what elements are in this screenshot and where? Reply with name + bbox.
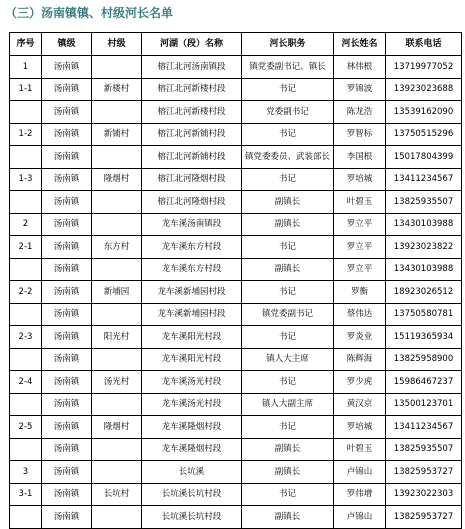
cell-index: 1-2 bbox=[10, 123, 42, 146]
cell-index: 2-5 bbox=[10, 416, 42, 439]
cell-position: 副镇长 bbox=[242, 213, 334, 236]
cell-name: 陈辉海 bbox=[334, 348, 386, 371]
cell-position: 书记 bbox=[242, 326, 334, 349]
header-river-section: 河湖（段）名称 bbox=[142, 33, 242, 56]
cell-river-section: 龙车溪新埔园村段 bbox=[142, 303, 242, 326]
cell-position: 镇党委委员、武装部长 bbox=[242, 146, 334, 169]
cell-position: 副镇长 bbox=[242, 258, 334, 281]
cell-phone: 13539162090 bbox=[386, 101, 462, 124]
cell-town: 汤南镇 bbox=[42, 191, 92, 214]
cell-village bbox=[92, 258, 142, 281]
cell-river-section: 榕江北河新铺村段 bbox=[142, 123, 242, 146]
cell-village: 新埔园 bbox=[92, 281, 142, 304]
cell-village bbox=[92, 348, 142, 371]
cell-index: 2-4 bbox=[10, 371, 42, 394]
cell-name: 罗培城 bbox=[334, 168, 386, 191]
cell-phone: 18923026512 bbox=[386, 281, 462, 304]
cell-village bbox=[92, 213, 142, 236]
cell-village bbox=[92, 506, 142, 529]
cell-phone: 15119365934 bbox=[386, 326, 462, 349]
cell-river-section: 长坑溪长坑村段 bbox=[142, 483, 242, 506]
cell-river-section: 榕江北河汤南镇段 bbox=[142, 56, 242, 79]
cell-index: 2 bbox=[10, 213, 42, 236]
cell-name: 罗立平 bbox=[334, 236, 386, 259]
cell-position: 镇人大副主席 bbox=[242, 393, 334, 416]
cell-village: 东方村 bbox=[92, 236, 142, 259]
table-row bbox=[10, 483, 462, 506]
cell-river-section: 榕江北河新铺村段 bbox=[142, 146, 242, 169]
cell-position: 书记 bbox=[242, 168, 334, 191]
table-row bbox=[10, 168, 462, 191]
cell-index bbox=[10, 506, 42, 529]
river-chief-table bbox=[9, 32, 462, 529]
cell-river-section: 龙车溪汤南镇段 bbox=[142, 213, 242, 236]
cell-index: 1-1 bbox=[10, 78, 42, 101]
cell-position: 副镇长 bbox=[242, 191, 334, 214]
cell-town: 汤南镇 bbox=[42, 213, 92, 236]
cell-phone: 15986467237 bbox=[386, 371, 462, 394]
cell-index: 2-1 bbox=[10, 236, 42, 259]
cell-town: 汤南镇 bbox=[42, 416, 92, 439]
table-row bbox=[10, 258, 462, 281]
cell-village: 隆烟村 bbox=[92, 168, 142, 191]
cell-river-section: 榕江北河新楼村段 bbox=[142, 101, 242, 124]
cell-village: 新楼村 bbox=[92, 78, 142, 101]
cell-town: 汤南镇 bbox=[42, 461, 92, 484]
cell-village bbox=[92, 101, 142, 124]
cell-river-section: 龙车溪新埔园村段 bbox=[142, 281, 242, 304]
cell-name: 罗立平 bbox=[334, 258, 386, 281]
table-row bbox=[10, 146, 462, 169]
cell-village bbox=[92, 56, 142, 79]
cell-river-section: 榕江北河隆烟村段 bbox=[142, 191, 242, 214]
cell-town: 汤南镇 bbox=[42, 326, 92, 349]
cell-position: 镇党委副书记 bbox=[242, 303, 334, 326]
cell-phone: 13825958900 bbox=[386, 348, 462, 371]
table-row bbox=[10, 371, 462, 394]
cell-town: 汤南镇 bbox=[42, 371, 92, 394]
cell-index: 1 bbox=[10, 56, 42, 79]
cell-index: 3-1 bbox=[10, 483, 42, 506]
cell-index: 2-3 bbox=[10, 326, 42, 349]
cell-town: 汤南镇 bbox=[42, 483, 92, 506]
cell-phone: 13825935507 bbox=[386, 191, 462, 214]
cell-town: 汤南镇 bbox=[42, 303, 92, 326]
cell-name: 罗衡 bbox=[334, 281, 386, 304]
cell-river-section: 榕江北河新楼村段 bbox=[142, 78, 242, 101]
cell-town: 汤南镇 bbox=[42, 78, 92, 101]
cell-village bbox=[92, 438, 142, 461]
cell-town: 汤南镇 bbox=[42, 236, 92, 259]
cell-town: 汤南镇 bbox=[42, 101, 92, 124]
cell-river-section: 长坑溪长坑村段 bbox=[142, 506, 242, 529]
cell-village bbox=[92, 303, 142, 326]
cell-village: 隆烟村 bbox=[92, 416, 142, 439]
cell-position: 镇党委副书记、镇长 bbox=[242, 56, 334, 79]
cell-position: 副镇长 bbox=[242, 438, 334, 461]
header-town: 镇级 bbox=[42, 33, 92, 56]
cell-name: 罗立平 bbox=[334, 213, 386, 236]
cell-index bbox=[10, 258, 42, 281]
cell-name: 陈龙浩 bbox=[334, 101, 386, 124]
cell-phone: 15017804399 bbox=[386, 146, 462, 169]
header-name: 河长姓名 bbox=[334, 33, 386, 56]
cell-town: 汤南镇 bbox=[42, 56, 92, 79]
cell-name: 李国根 bbox=[334, 146, 386, 169]
cell-village bbox=[92, 191, 142, 214]
cell-name: 罗培城 bbox=[334, 416, 386, 439]
cell-name: 蔡伟达 bbox=[334, 303, 386, 326]
cell-index bbox=[10, 393, 42, 416]
cell-position: 书记 bbox=[242, 236, 334, 259]
table-row bbox=[10, 236, 462, 259]
table-row bbox=[10, 326, 462, 349]
cell-river-section: 龙车溪隆烟村段 bbox=[142, 416, 242, 439]
cell-phone: 13411234567 bbox=[386, 416, 462, 439]
table-row bbox=[10, 438, 462, 461]
cell-index bbox=[10, 303, 42, 326]
cell-phone: 13825935507 bbox=[386, 438, 462, 461]
cell-village: 阳光村 bbox=[92, 326, 142, 349]
cell-position: 副镇长 bbox=[242, 506, 334, 529]
cell-phone: 13750515296 bbox=[386, 123, 462, 146]
cell-town: 汤南镇 bbox=[42, 123, 92, 146]
cell-name: 黄汉京 bbox=[334, 393, 386, 416]
cell-phone: 13923023688 bbox=[386, 78, 462, 101]
cell-town: 汤南镇 bbox=[42, 168, 92, 191]
cell-name: 林伟根 bbox=[334, 56, 386, 79]
cell-town: 汤南镇 bbox=[42, 146, 92, 169]
cell-village bbox=[92, 146, 142, 169]
cell-river-section: 龙车溪阳光村段 bbox=[142, 348, 242, 371]
cell-name: 罗伟增 bbox=[334, 483, 386, 506]
cell-name: 罗智标 bbox=[334, 123, 386, 146]
cell-town: 汤南镇 bbox=[42, 281, 92, 304]
cell-position: 镇人大主席 bbox=[242, 348, 334, 371]
cell-index bbox=[10, 191, 42, 214]
cell-river-section: 榕江北河隆烟村段 bbox=[142, 168, 242, 191]
cell-index bbox=[10, 438, 42, 461]
table-row bbox=[10, 393, 462, 416]
cell-position: 书记 bbox=[242, 78, 334, 101]
table-row bbox=[10, 101, 462, 124]
cell-phone: 13719977052 bbox=[386, 56, 462, 79]
header-index: 序号 bbox=[10, 33, 42, 56]
cell-position: 书记 bbox=[242, 416, 334, 439]
cell-town: 汤南镇 bbox=[42, 348, 92, 371]
table-header-row bbox=[10, 33, 462, 56]
cell-village bbox=[92, 393, 142, 416]
cell-river-section: 龙车溪隆烟村段 bbox=[142, 438, 242, 461]
header-phone: 联系电话 bbox=[386, 33, 462, 56]
document-title: （三）汤南镇镇、村级河长名单 bbox=[5, 6, 174, 20]
cell-river-section: 龙车溪阳光村段 bbox=[142, 326, 242, 349]
cell-town: 汤南镇 bbox=[42, 393, 92, 416]
cell-phone: 13411234567 bbox=[386, 168, 462, 191]
cell-index bbox=[10, 348, 42, 371]
cell-name: 卢锦山 bbox=[334, 461, 386, 484]
cell-phone: 13750580781 bbox=[386, 303, 462, 326]
cell-phone: 13825953727 bbox=[386, 506, 462, 529]
table-row bbox=[10, 213, 462, 236]
table-row bbox=[10, 416, 462, 439]
cell-phone: 13825953727 bbox=[386, 461, 462, 484]
table-row bbox=[10, 78, 462, 101]
cell-position: 副镇长 bbox=[242, 461, 334, 484]
cell-name: 叶碧玉 bbox=[334, 191, 386, 214]
table-body bbox=[10, 56, 462, 529]
cell-name: 罗炎业 bbox=[334, 326, 386, 349]
header-position: 河长职务 bbox=[242, 33, 334, 56]
cell-town: 汤南镇 bbox=[42, 258, 92, 281]
cell-river-section: 龙车溪东方村段 bbox=[142, 236, 242, 259]
cell-river-section: 龙车溪汤光村段 bbox=[142, 393, 242, 416]
table-row bbox=[10, 191, 462, 214]
cell-position: 书记 bbox=[242, 123, 334, 146]
cell-phone: 13923023822 bbox=[386, 236, 462, 259]
cell-river-section: 长坑溪 bbox=[142, 461, 242, 484]
cell-index bbox=[10, 101, 42, 124]
cell-village bbox=[92, 461, 142, 484]
cell-index bbox=[10, 146, 42, 169]
cell-position: 党委副书记 bbox=[242, 101, 334, 124]
cell-river-section: 龙车溪东方村段 bbox=[142, 258, 242, 281]
cell-position: 书记 bbox=[242, 371, 334, 394]
cell-town: 汤南镇 bbox=[42, 438, 92, 461]
cell-name: 罗锦波 bbox=[334, 78, 386, 101]
cell-town: 汤南镇 bbox=[42, 506, 92, 529]
cell-position: 书记 bbox=[242, 281, 334, 304]
table-row bbox=[10, 461, 462, 484]
cell-phone: 13430103988 bbox=[386, 258, 462, 281]
table-row bbox=[10, 281, 462, 304]
cell-river-section: 龙车溪汤光村段 bbox=[142, 371, 242, 394]
table-row bbox=[10, 123, 462, 146]
cell-phone: 13430103988 bbox=[386, 213, 462, 236]
table-row bbox=[10, 303, 462, 326]
cell-index: 2-2 bbox=[10, 281, 42, 304]
table-row bbox=[10, 56, 462, 79]
cell-name: 叶碧玉 bbox=[334, 438, 386, 461]
cell-phone: 13923022303 bbox=[386, 483, 462, 506]
cell-index: 1-3 bbox=[10, 168, 42, 191]
header-village: 村级 bbox=[92, 33, 142, 56]
cell-village: 长坑村 bbox=[92, 483, 142, 506]
cell-name: 卢锦山 bbox=[334, 506, 386, 529]
cell-index: 3 bbox=[10, 461, 42, 484]
cell-position: 书记 bbox=[242, 483, 334, 506]
table-row bbox=[10, 348, 462, 371]
table-row bbox=[10, 506, 462, 529]
cell-name: 罗少虎 bbox=[334, 371, 386, 394]
cell-village: 汤光村 bbox=[92, 371, 142, 394]
cell-phone: 13500123701 bbox=[386, 393, 462, 416]
cell-village: 新铺村 bbox=[92, 123, 142, 146]
